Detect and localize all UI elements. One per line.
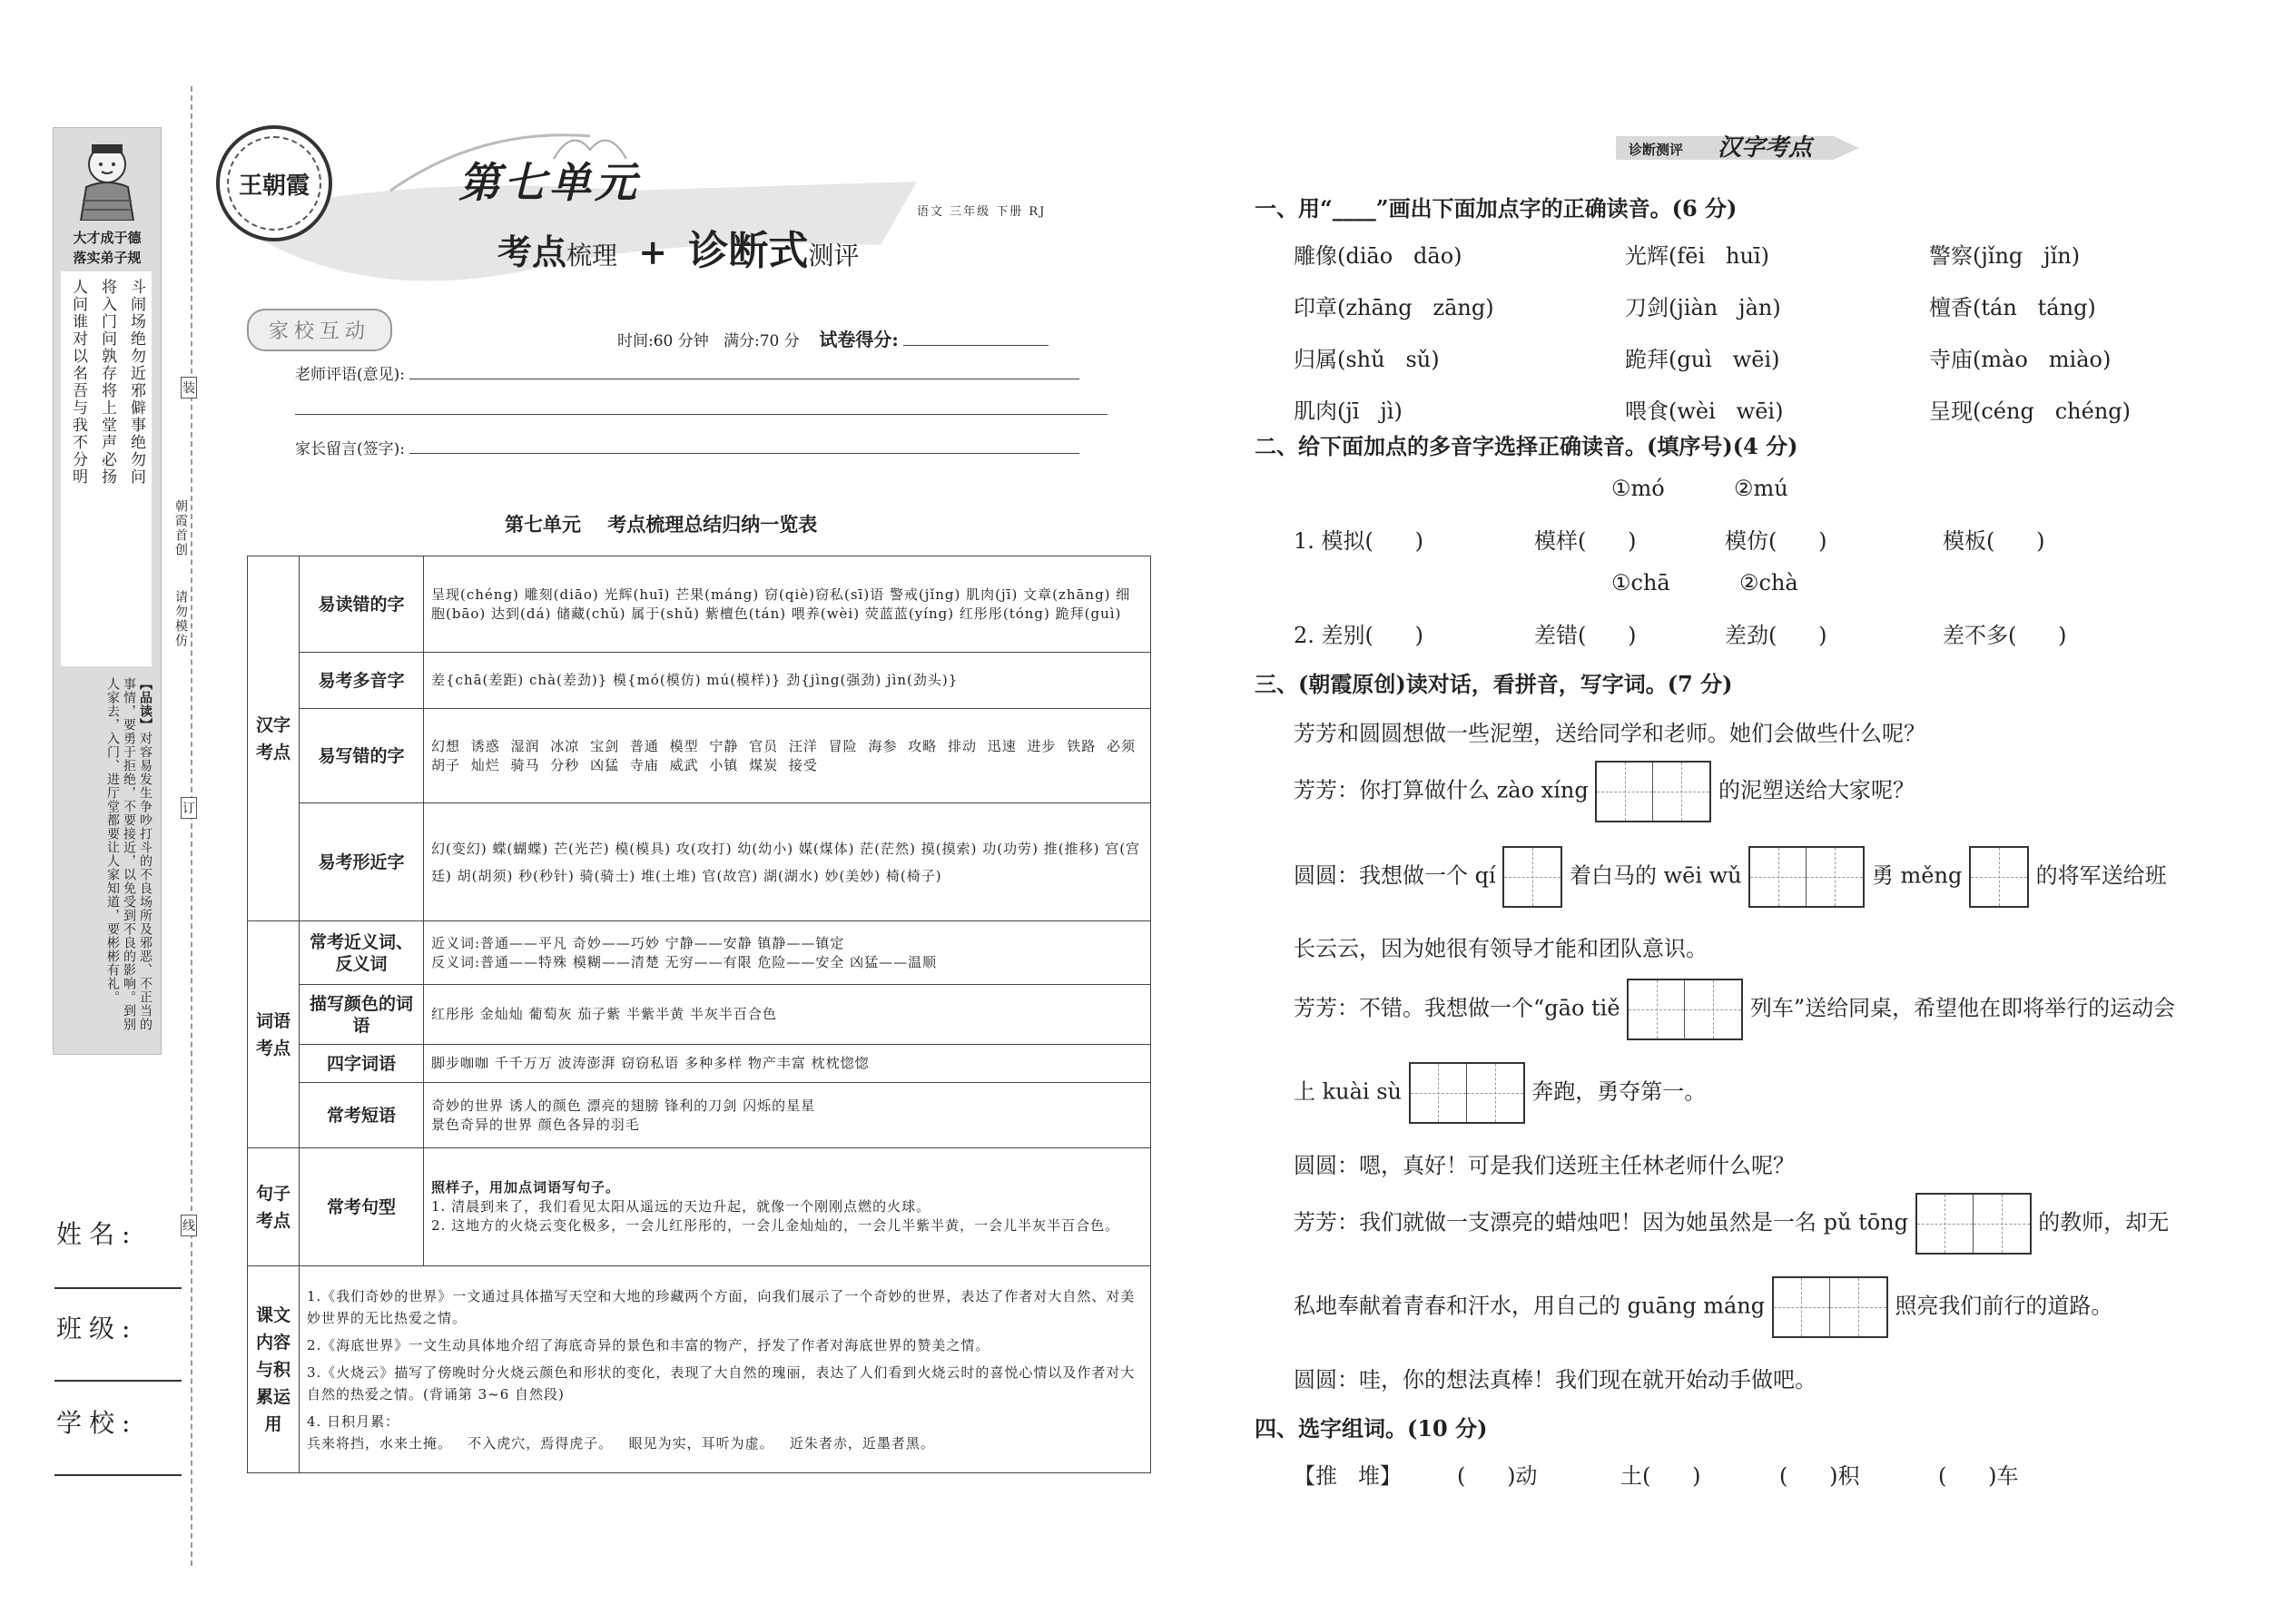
q4-blank[interactable]: 土( ) bbox=[1620, 1463, 1701, 1489]
cat-juzi: 句子考点 bbox=[248, 1148, 300, 1266]
q4-blank[interactable]: ( )积 bbox=[1779, 1463, 1860, 1489]
teacher-comment-line2[interactable] bbox=[295, 414, 1108, 415]
jinfan-content bbox=[424, 921, 1151, 985]
yanse-content: 红彤彤 金灿灿 葡萄灰 茄子紫 半紫半黄 半灰半百合色 bbox=[424, 985, 1151, 1045]
kewen-line-4: 4. 日积月累： bbox=[307, 1412, 400, 1430]
q2-options-2: ①chā ②chà bbox=[1611, 570, 1798, 595]
q1-item: 警察(jǐng jǐn) bbox=[1929, 243, 2081, 269]
sidebar-panel bbox=[53, 127, 162, 1055]
duanyu-line-2: 景色奇异的世界 颜色各异的羽毛 bbox=[431, 1116, 640, 1133]
kewen-line-3: 3.《火烧云》描写了傍晚时分火烧云颜色和形状的变化，表现了大自然的瑰丽，表达了人们看到火烧云时的喜悦心情以及作者对大自然的热爱之情。(背诵第 3~6 自然段) bbox=[307, 1363, 1136, 1403]
q1-item: 跪拜(guì wēi) bbox=[1625, 347, 1780, 372]
sidebar-banner-2: 落实弟子规 bbox=[73, 250, 142, 266]
name-label: 姓名: bbox=[56, 1219, 138, 1249]
q1-item: 印章(zhāng zāng) bbox=[1294, 295, 1494, 320]
parent-comment-row: 家长留言(签字): bbox=[295, 436, 1079, 458]
grade-ribbon: 语文 三年级 下册 RJ bbox=[917, 205, 1047, 219]
margin-note-1: 朝霞首创 bbox=[173, 499, 188, 557]
class-label: 班级: bbox=[56, 1314, 138, 1343]
kewen-line-1: 1.《我们奇妙的世界》一文通过具体描写天空和大地的珍藏两个方面，向我们展示了一个奇妙的世界，表达了作者对大自然、对美妙世界的无比热爱之情。 bbox=[307, 1287, 1136, 1326]
pinyin-grid-putong[interactable] bbox=[1915, 1193, 2032, 1255]
q2-heading: 二、给下面加点的多音字选择正确读音。(填序号)(4 分) bbox=[1255, 433, 1798, 459]
score-field[interactable] bbox=[903, 345, 1049, 346]
cut-mark-1: 装 bbox=[181, 377, 197, 399]
q2-row-1 bbox=[1294, 523, 2124, 555]
q3-line-1: 芳芳：你打算做什么 zào xíng 的泥塑送给大家呢？ bbox=[1294, 761, 1915, 822]
poem-note: 【品读】对容易发生争吵打斗的不良场所及邪恶、不正当的事情，要勇于拒绝，不要接近，以免受到不良的影响。到别人家去，入门、进厅堂都要让人家知道，要彬彬有礼。 bbox=[105, 677, 153, 1031]
q2-row-2 bbox=[1294, 617, 2124, 649]
cut-mark-2: 订 bbox=[181, 797, 197, 819]
jinfan-line-2: 反义词:普通——特殊 模糊——清楚 无穷——有限 危险——安全 凶猛——温顺 bbox=[431, 953, 938, 970]
section-tag-small: 诊断测评 bbox=[1629, 142, 1684, 158]
school-label: 学校: bbox=[56, 1408, 138, 1438]
binding-dotted-line bbox=[191, 86, 192, 1566]
cat-ciyu: 词语考点 bbox=[248, 921, 300, 1148]
yidu-content: 呈现(chéng) 雕刻(diāo) 光辉(huī) 芒果(máng) 窃(qiè)窃私(sī)语 警戒(jǐng) 肌肉(jī) 文章(zhāng) 细胞(bāo) 达到(dá) 储藏(chǔ) 属于(shǔ) 紫檀色(tán) 喂养(wèi) 荧蓝蓝(yíng) 红彤彤(tóng) 跪拜(guì) bbox=[424, 556, 1151, 653]
q2-blank[interactable]: 1. 模拟( ) bbox=[1294, 528, 1424, 554]
unit-title: 第七单元 bbox=[458, 158, 640, 207]
q3-line-5: 上 kuài sù 奔跑，勇夺第一。 bbox=[1294, 1062, 1706, 1124]
q3-intro: 芳芳和圆圆想做一些泥塑，送给同学和老师。她们会做些什么呢？ bbox=[1294, 721, 1925, 746]
sub-sizi: 四字词语 bbox=[300, 1045, 424, 1083]
duanyu-content bbox=[424, 1083, 1151, 1148]
home-school-badge: 家校互动 bbox=[247, 309, 392, 351]
q3-heading: 三、(朝霞原创)读对话，看拼音，写字词。(7 分) bbox=[1255, 671, 1733, 697]
q3-line-2: 圆圆：我想做一个 qí 着白马的 wēi wǔ 勇 měng 的将军送给班 bbox=[1294, 846, 2167, 908]
sub-juxing: 常考句型 bbox=[300, 1148, 424, 1266]
q2-blank[interactable]: 2. 差别( ) bbox=[1294, 623, 1424, 648]
q4-row bbox=[1294, 1458, 2074, 1490]
summary-table-wrap bbox=[247, 556, 1151, 1473]
juxing-line-1: 照样子，用加点词语写句子。 bbox=[431, 1179, 621, 1196]
exam-meta: 时间:60 分钟 满分:70 分 试卷得分: bbox=[617, 325, 1049, 351]
xingjin-content: 幻(变幻) 蝶(蝴蝶) 芒(光芒) 模(模具) 攻(攻打) 幼(幼小) 媒(煤体) 茫(茫然) 摸(摸索) 功(功劳) 推(推移) 宫(宫廷) 胡(胡须) 秒(秒针) 骑(骑士) 堆(土堆) 官(故宫) 湖(湖水) 妙(美妙) 椅(椅子) bbox=[424, 803, 1151, 921]
sub-yixie: 易写错的字 bbox=[300, 709, 424, 803]
q4-char-pair: 【推 堆】 bbox=[1294, 1463, 1402, 1489]
class-field[interactable] bbox=[54, 1380, 182, 1382]
summary-table bbox=[247, 556, 1151, 1473]
pinyin-grid-gaotie[interactable] bbox=[1627, 979, 1743, 1040]
poem-col-2: 将入门问孰存将上堂声必扬 bbox=[98, 279, 116, 486]
sub-jinfan: 常考近义词、反义词 bbox=[300, 921, 424, 985]
pinyin-grid-zaoxing[interactable] bbox=[1595, 761, 1711, 822]
q2-blank[interactable]: 模仿( ) bbox=[1725, 528, 1827, 554]
pinyin-grid-meng[interactable] bbox=[1969, 846, 2029, 908]
sub-yanse: 描写颜色的词语 bbox=[300, 985, 424, 1045]
parent-comment-field[interactable] bbox=[409, 453, 1079, 454]
cat-kewen: 课文内容与积累运用 bbox=[248, 1266, 300, 1473]
cartoon-figure bbox=[74, 137, 141, 221]
kewen-content bbox=[300, 1266, 1151, 1473]
teacher-comment-row: 老师评语(意见): bbox=[295, 361, 1079, 384]
duoyin-content: 差{chā(差距) chà(差劲)} 模{mó(模仿) mú(模样)} 劲{jìng(强劲) jìn(劲头)} bbox=[424, 653, 1151, 709]
q2-blank[interactable]: 差错( ) bbox=[1534, 623, 1637, 648]
q1-items bbox=[1294, 238, 2238, 425]
q1-item: 刀剑(jiàn jàn) bbox=[1625, 295, 1781, 320]
school-field[interactable] bbox=[54, 1474, 182, 1476]
sub-xingjin: 易考形近字 bbox=[300, 803, 424, 921]
q1-item: 雕像(diāo dāo) bbox=[1294, 243, 1462, 269]
q3-line-6: 圆圆：嗯，真好！可是我们送班主任林老师什么呢？ bbox=[1294, 1153, 1795, 1178]
pinyin-grid-qi[interactable] bbox=[1502, 846, 1562, 908]
cut-mark-3: 线 bbox=[181, 1215, 197, 1236]
page-subtitle: 考点梳理 + 诊断式测评 bbox=[497, 228, 860, 274]
logo-text: 王朝霞 bbox=[238, 172, 310, 200]
q1-item: 光辉(fēi huī) bbox=[1625, 243, 1769, 269]
q1-item: 归属(shǔ sǔ) bbox=[1294, 347, 1440, 372]
sidebar-banner-1: 大才成于德 bbox=[73, 230, 142, 246]
q4-heading: 四、选字组词。(10 分) bbox=[1255, 1415, 1488, 1442]
pinyin-grid-guangmang[interactable] bbox=[1772, 1276, 1888, 1338]
name-field[interactable] bbox=[54, 1287, 182, 1289]
yixie-content: 幻想 诱惑 湿润 冰凉 宝剑 普通 模型 宁静 官员 汪洋 冒险 海参 攻略 排动 迅速 进步 铁路 必须 胡子 灿烂 骑马 分秒 凶猛 寺庙 威武 小镇 煤炭 接受 bbox=[424, 709, 1151, 803]
q3-line-3: 长云云，因为她很有领导才能和团队意识。 bbox=[1294, 936, 1708, 961]
q3-line-8: 私地奉献着青春和汗水，用自己的 guāng máng 照亮我们前行的道路。 bbox=[1294, 1276, 2112, 1338]
q1-item: 呈现(céng chéng) bbox=[1929, 399, 2131, 424]
q3-line-7: 芳芳：我们就做一支漂亮的蜡烛吧！因为她虽然是一名 pǔ tōng 的教师，却无 bbox=[1294, 1193, 2169, 1255]
logo-badge bbox=[216, 125, 332, 241]
section-tag bbox=[1616, 127, 1861, 172]
kewen-line-5: 兵来将挡，水来土掩。 不入虎穴，焉得虎子。 眼见为实，耳听为虚。 近朱者赤，近墨者黑。 bbox=[307, 1434, 935, 1452]
pinyin-grid-weiwu[interactable] bbox=[1748, 846, 1865, 908]
pinyin-grid-kuaisu[interactable] bbox=[1409, 1062, 1525, 1124]
cat-hanzi: 汉字考点 bbox=[248, 556, 300, 921]
poem-box bbox=[61, 271, 152, 666]
section-tag-big: 汉字考点 bbox=[1718, 134, 1813, 162]
q4-blank[interactable]: ( )车 bbox=[1938, 1463, 2019, 1489]
q3-line-9: 圆圆：哇，你的想法真棒！我们现在就开始动手做吧。 bbox=[1294, 1367, 1816, 1393]
juxing-line-2: 1. 清晨到来了，我们看见太阳从遥远的天边升起，就像一个刚刚点燃的火球。 bbox=[431, 1198, 931, 1215]
poem-col-1: 斗闹场绝勿近邪僻事绝勿问 bbox=[127, 279, 145, 486]
q2-blank[interactable]: 模板( ) bbox=[1943, 528, 2045, 554]
sub-duanyu: 常考短语 bbox=[300, 1083, 424, 1148]
poem-col-3: 人问谁对以名吾与我不分明 bbox=[69, 279, 87, 486]
q2-blank[interactable]: 差不多( ) bbox=[1943, 623, 2067, 648]
sizi-content: 脚步咖咖 千千万万 波涛澎湃 窃窃私语 多种多样 物产丰富 枕枕惚惚 bbox=[424, 1045, 1151, 1083]
summary-title: 第七单元 考点梳理总结归纳一览表 bbox=[505, 513, 818, 536]
sub-duoyin: 易考多音字 bbox=[300, 653, 424, 709]
q1-item: 肌肉(jī jì) bbox=[1294, 399, 1403, 424]
q2-blank[interactable]: 模样( ) bbox=[1534, 528, 1637, 554]
margin-note-2: 请勿模仿 bbox=[173, 590, 188, 648]
q1-heading: 一、用“____”画出下面加点字的正确读音。(6 分) bbox=[1255, 195, 1738, 221]
q4-blank[interactable]: ( )动 bbox=[1457, 1463, 1538, 1489]
q2-blank[interactable]: 差劲( ) bbox=[1725, 623, 1827, 648]
jinfan-line-1: 近义词:普通——平凡 奇妙——巧妙 宁静——安静 镇静——镇定 bbox=[431, 934, 845, 951]
q1-item: 檀香(tán táng) bbox=[1929, 295, 2096, 320]
kewen-line-2: 2.《海底世界》一文生动具体地介绍了海底奇异的景色和丰富的物产，抒发了作者对海底世界的赞美之情。 bbox=[307, 1336, 990, 1353]
q1-item: 喂食(wèi wēi) bbox=[1625, 399, 1784, 424]
duanyu-line-1: 奇妙的世界 诱人的颜色 漂亮的翅膀 锋利的刀剑 闪烁的星星 bbox=[431, 1097, 816, 1114]
juxing-content bbox=[424, 1148, 1151, 1266]
q2-options-1: ①mó ②mú bbox=[1611, 476, 1788, 501]
q3-line-4: 芳芳：不错。我想做一个“gāo tiě 列车”送给同桌，希望他在即将举行的运动会 bbox=[1294, 979, 2175, 1040]
q1-item: 寺庙(mào miào) bbox=[1929, 347, 2112, 372]
juxing-line-3: 2. 这地方的火烧云变化极多，一会儿红彤彤的，一会儿金灿灿的，一会儿半紫半黄，一会儿半灰半百合色。 bbox=[431, 1217, 1120, 1234]
sub-yidu: 易读错的字 bbox=[300, 556, 424, 653]
